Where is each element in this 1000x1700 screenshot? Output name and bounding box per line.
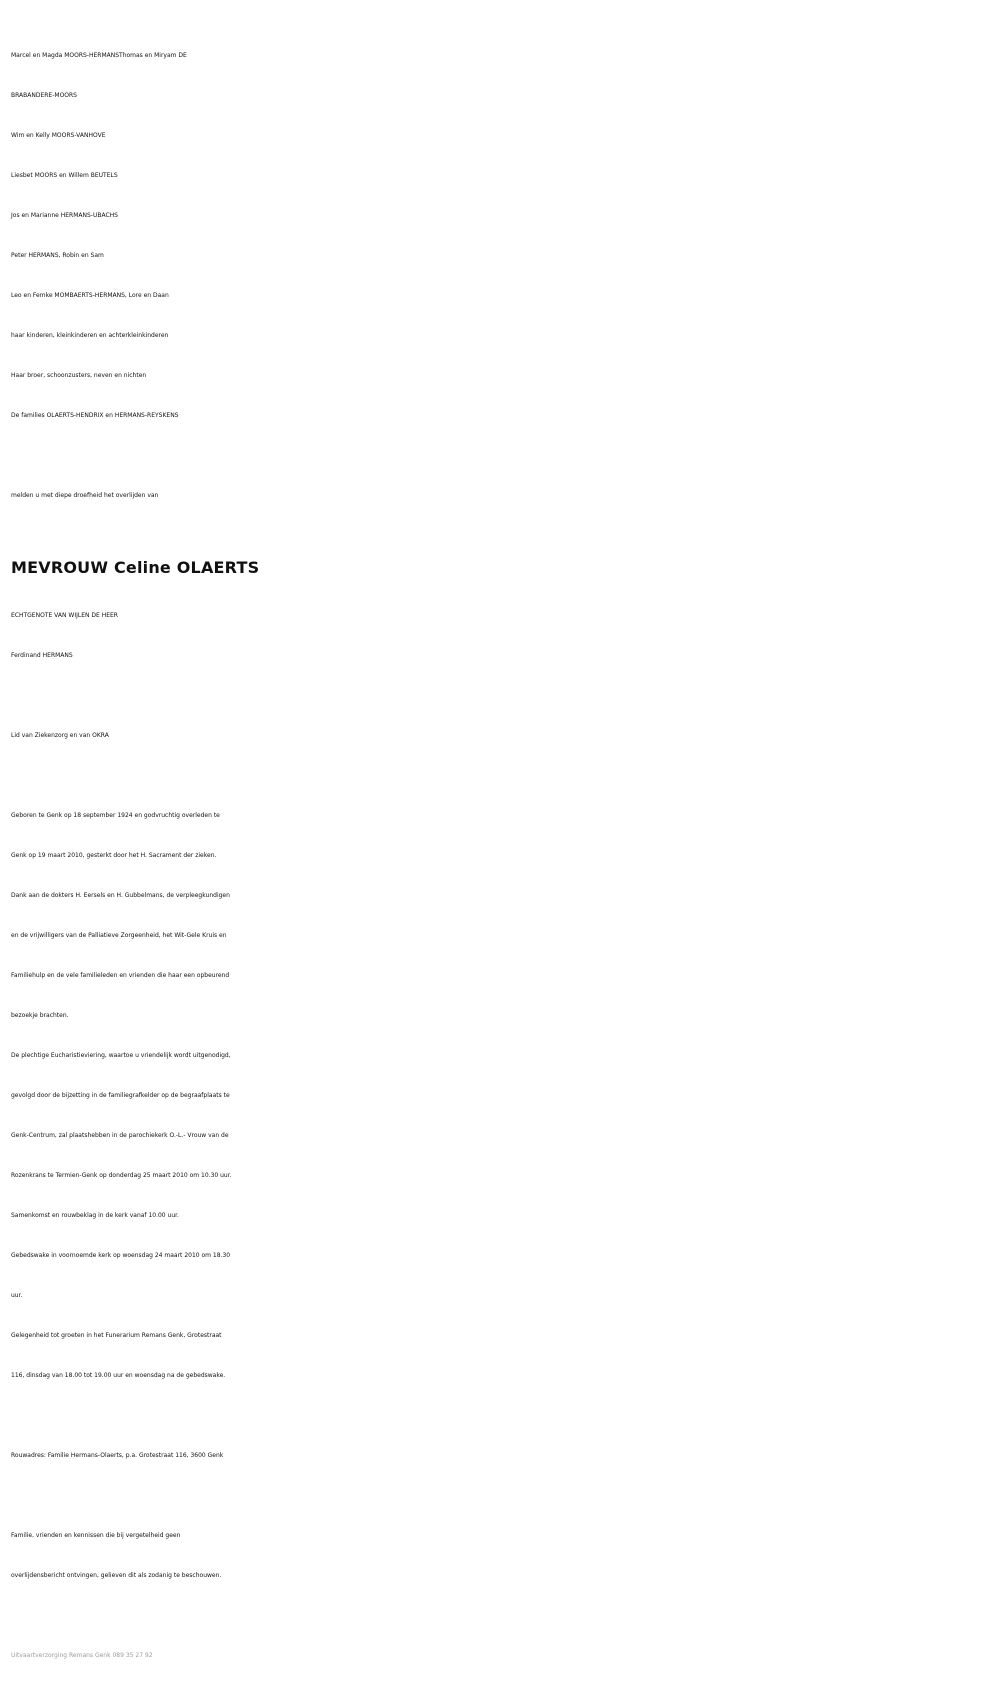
spacer: [11, 1476, 990, 1516]
announcement-text: melden u met diepe droefheid het overlijden van: [11, 492, 159, 499]
family-line: Jos en Marianne HERMANS-UBACHS: [11, 212, 118, 219]
body-line: Gebedswake in voornoemde kerk op woensdag 24 maart 2010 om 18.30: [11, 1252, 231, 1259]
body-line: Genk op 19 maart 2010, gesterkt door het H. Sacrament der zieken.: [11, 852, 217, 859]
body-line: Geboren te Genk op 18 september 1924 en godvruchtig overleden te: [11, 812, 220, 819]
family-line: BRABANDERE-MOORS: [11, 92, 77, 99]
body-line: 116, dinsdag van 18.00 tot 19.00 uur en woensdag na de gebedswake.: [11, 1372, 226, 1379]
notice-line: Familie, vrienden en kennissen die bij vergetelheid geen: [11, 1532, 181, 1539]
family-line: haar kinderen, kleinkinderen en achterkleinkinderen: [11, 332, 169, 339]
obituary-body: [11, 796, 990, 1396]
spouse-name: Ferdinand HERMANS: [11, 652, 73, 659]
body-line: Genk-Centrum, zal plaatshebben in de parochiekerk O.-L.- Vrouw van de: [11, 1132, 229, 1139]
body-line: gevolgd door de bijzetting in de familiegrafkelder op de begraafplaats te: [11, 1092, 230, 1099]
body-line: Familiehulp en de vele familieleden en vrienden die haar een opbeurend: [11, 972, 230, 979]
notice-line: overlijdensbericht ontvingen, gelieven dit als zodanig te beschouwen.: [11, 1572, 222, 1579]
family-line: Peter HERMANS, Robin en Sam: [11, 252, 104, 259]
body-line: Gelegenheid tot groeten in het Funerarium Remans Genk, Grotestraat: [11, 1332, 222, 1339]
family-line: Leo en Femke MOMBAERTS-HERMANS, Lore en Daan: [11, 292, 169, 299]
mourning-address: Rouwadres: Familie Hermans-Olaerts, p.a. Grotestraat 116, 3600 Genk: [11, 1452, 224, 1459]
family-line: Marcel en Magda MOORS-HERMANSThomas en Miryam DE: [11, 52, 187, 59]
funeral-home-footer: Uitvaartverzorging Remans Genk 089 35 27 92: [11, 1652, 153, 1659]
spacer: [11, 516, 990, 540]
body-line: uur.: [11, 1292, 23, 1299]
body-line: en de vrijwilligers van de Palliatieve Zorgeenheid, het Wit-Gele Kruis en: [11, 932, 227, 939]
spacer: [11, 1596, 990, 1636]
spacer: [11, 436, 990, 476]
deceased-name: MEVROUW Celine OLAERTS: [11, 558, 260, 577]
body-line: Samenkomst en rouwbeklag in de kerk vanaf 10.00 uur.: [11, 1212, 179, 1219]
family-list: [11, 36, 990, 436]
membership-text: Lid van Ziekenzorg en van OKRA: [11, 732, 109, 739]
spacer: [11, 756, 990, 796]
body-line: Rozenkrans te Termien-Genk op donderdag 25 maart 2010 om 10.30 uur.: [11, 1172, 232, 1179]
spacer: [11, 676, 990, 716]
family-line: Wim en Kelly MOORS-VANHOVE: [11, 132, 106, 139]
body-line: De plechtige Eucharistieviering, waartoe u vriendelijk wordt uitgenodigd,: [11, 1052, 231, 1059]
body-line: Dank aan de dokters H. Eersels en H. Gubbelmans, de verpleegkundigen: [11, 892, 230, 899]
family-line: Haar broer, schoonzusters, neven en nichten: [11, 372, 147, 379]
notice-text: [11, 1516, 990, 1596]
body-line: bezoekje brachten.: [11, 1012, 69, 1019]
spouse-line: ECHTGENOTE VAN WIJLEN DE HEER: [11, 612, 118, 619]
spacer: [11, 1396, 990, 1436]
family-line: Liesbet MOORS en Willem BEUTELS: [11, 172, 118, 179]
family-line: De families OLAERTS-HENDRIX en HERMANS-REYSKENS: [11, 412, 179, 419]
